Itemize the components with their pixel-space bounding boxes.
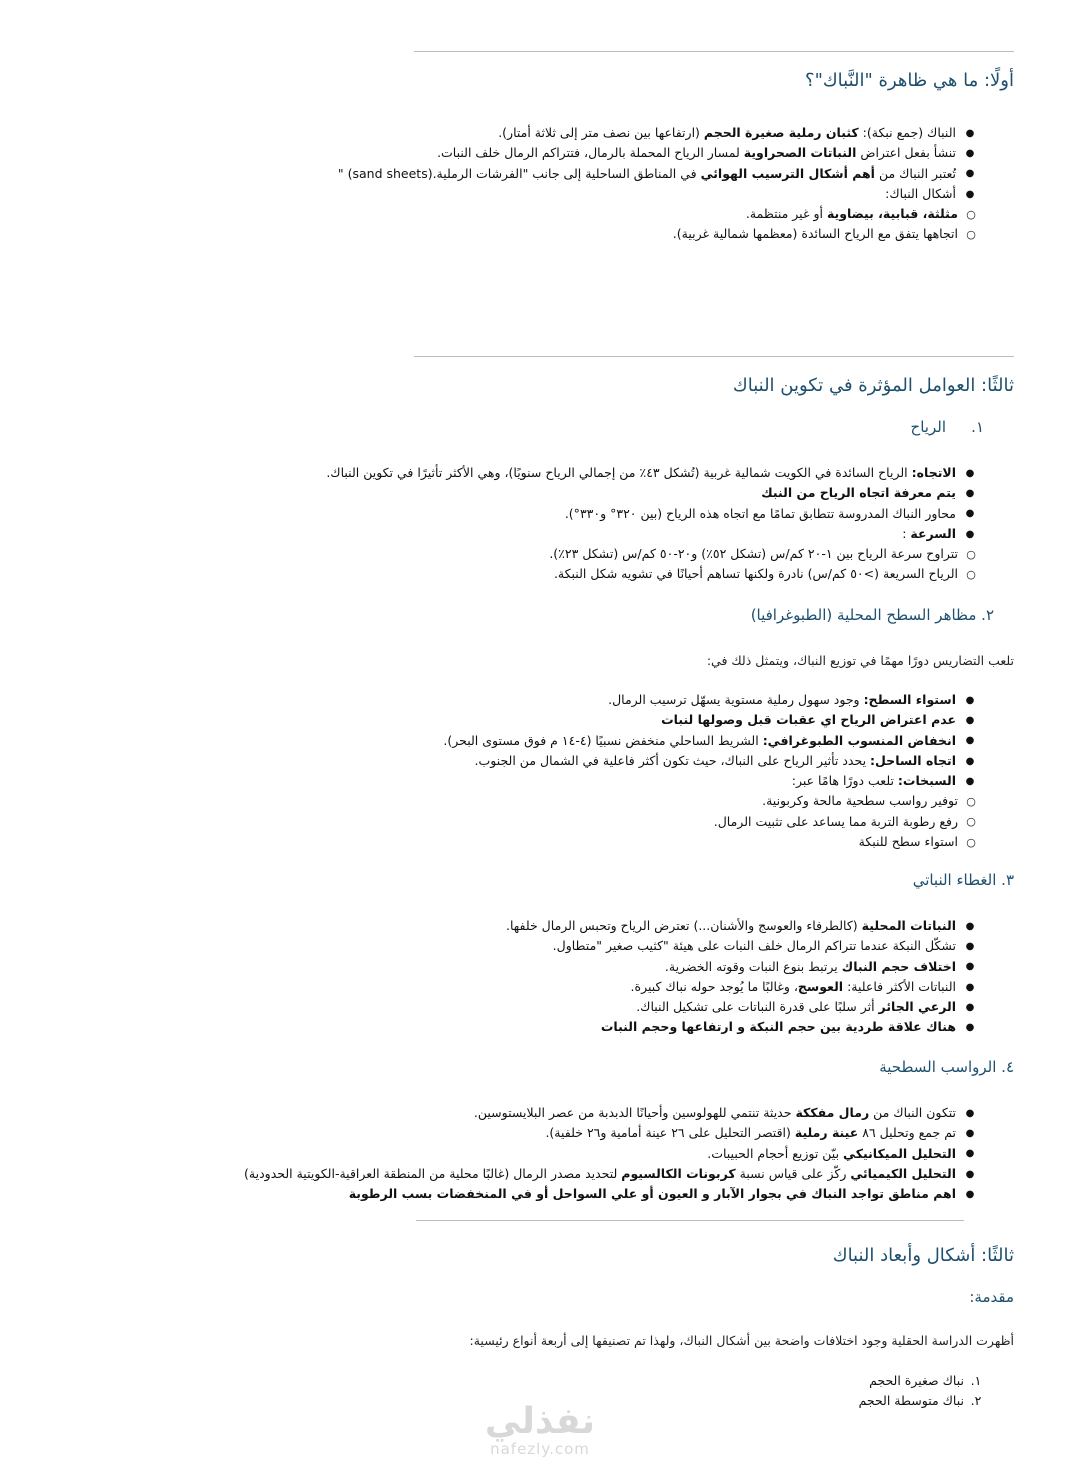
sub-list-item: ○اتجاهها يتفق مع الرياح السائدة (معظمها شمالية غربية). [338, 224, 984, 244]
list-item: ●تم جمع وتحليل ٨٦ عينة رملية (اقتصر التحليل على ٢٦ عينة أمامية و٢٦ خلفية). [244, 1123, 984, 1143]
list-item: ٢.نباك متوسطة الحجم [858, 1392, 982, 1408]
list-item: ●النباتات الأكثر فاعلية: العوسج، وغالبًا ما يُوجد حوله نباك كبيرة. [506, 977, 984, 997]
list-item: ●التحليل الميكانيكي بيّن توزيع أحجام الحبيبات. [244, 1144, 984, 1164]
circle-bullet-icon: ○ [966, 207, 976, 221]
list-item: ●اهم مناطق تواجد النباك في بجوار الآبار و العيون أو علي السواحل أو في المنخفضات بسب الرطوبة [244, 1184, 984, 1204]
section-title-shapes: ثالثًا: أشكال وأبعاد النباك [832, 1245, 1014, 1266]
bullet-icon: ● [965, 715, 975, 726]
circle-bullet-icon: ○ [966, 228, 976, 241]
bullet-icon: ● [965, 528, 975, 540]
bullet-icon: ● [965, 735, 975, 747]
sub-list-item: ○الرياح السريعة (>٥٠ كم/س) نادرة ولكنها تساهم أحيانًا في تشويه شكل النبكة. [326, 564, 984, 584]
bullet-icon: ● [965, 1148, 975, 1160]
circle-bullet-icon: ○ [966, 815, 976, 829]
list-item: ●اتجاه الساحل: يحدد تأثير الرياح على النباك، حيث تكون أكثر فاعلية في الشمال من الجنوب. [443, 751, 984, 771]
bullet-icon: ● [965, 1128, 975, 1139]
list-item: ●عدم اعتراض الرياح اي عقبات قبل وصولها لنبات [443, 710, 984, 730]
section-divider [414, 51, 1014, 52]
subsection-title-topography: ٢. مظاهر السطح المحلية (الطبوغرافيا) [750, 606, 994, 624]
bullet-icon: ● [965, 920, 975, 932]
list-item: ●التحليل الكيميائي ركّز على قياس نسبة كربونات الكالسيوم لتحديد مصدر الرمال (غالبًا محلية من المنطقة العراقية-الكويتية الحدودية) [244, 1164, 984, 1184]
watermark-logo: نفذلي nafezly.com [484, 1401, 596, 1458]
section-divider [414, 356, 1014, 357]
subsection-title-vegetation: ٣. الغطاء النباتي [912, 871, 1014, 889]
list-item: ●تشكّل النبكة عندما تتراكم الرمال خلف النبات على هيئة "كثيب صغير "متطاول. [506, 936, 984, 956]
list-item: ●السرعة : [326, 524, 984, 544]
bullet-icon: ● [965, 148, 975, 159]
bullet-icon: ● [965, 1188, 975, 1200]
list-item: ●الاتجاه: الرياح السائدة في الكويت شمالية غربية (تُشكل ٤٣٪ من إجمالي الرياح سنويًا)، وهي الأكثر تأثيرًا في تكوين النباك. [326, 463, 984, 483]
bullet-icon: ● [965, 488, 975, 499]
winds-list [326, 463, 984, 585]
intro-paragraph: أظهرت الدراسة الحقلية وجود اختلافات واضحة بين أشكال النباك، ولهذا تم تصنيفها إلى أربعة أنواع رئيسية: [469, 1333, 1014, 1348]
list-item: ●استواء السطح: وجود سهول رملية مستوية يسهّل ترسيب الرمال. [443, 690, 984, 710]
subsection-title-sediments: ٤. الرواسب السطحية [879, 1058, 1014, 1076]
bullet-icon: ● [965, 981, 975, 993]
sub-list-item: ○مثلثة، قبابية، بيضاوية أو غير منتظمة. [338, 204, 984, 224]
topography-intro: تلعب التضاريس دورًا مهمًا في توزيع النباك، ويتمثل ذلك في: [706, 653, 1014, 668]
bullet-icon: ● [965, 941, 975, 952]
nabkha-definition-list [338, 123, 984, 245]
bullet-icon: ● [965, 775, 975, 787]
bullet-icon: ● [965, 127, 975, 139]
list-item: ●تتكون النباك من رمال مفككة حديثة تنتمي للهولوسين وأحيانًا الدبدبة من عصر البلايستوسين. [244, 1103, 984, 1123]
bullet-icon: ● [965, 1022, 975, 1033]
circle-bullet-icon: ○ [966, 547, 976, 561]
intro-heading: مقدمة: [969, 1288, 1014, 1306]
sub-list-item: ○توفير رواسب سطحية مالحة وكربونية. [443, 791, 984, 811]
list-item: ●يتم معرفة اتجاه الرياح من النبك [326, 483, 984, 503]
section-title-what-is-nabkha: أولًا: ما هي ظاهرة "النَّباك"؟ [805, 70, 1014, 91]
bullet-icon: ● [965, 508, 975, 520]
list-item: ●محاور النباك المدروسة تتطابق تمامًا مع اتجاه هذه الرياح (بين ٣٢٠° و٣٣٠°). [326, 504, 984, 524]
circle-bullet-icon: ○ [966, 835, 976, 849]
bullet-icon: ● [965, 694, 975, 706]
topography-list [443, 690, 984, 852]
list-item: ●تُعتبر النباك من أهم أشكال الترسيب الهوائي في المناطق الساحلية إلى جانب "الفرشات الرملية.(sand sheets) " [338, 164, 984, 184]
list-item: ١.نباك صغيرة الحجم [869, 1373, 982, 1388]
sediments-list [244, 1103, 984, 1204]
subsection-title-winds: ١.الرياح [910, 418, 984, 436]
list-item: ●أشكال النباك: [338, 184, 984, 204]
circle-bullet-icon: ○ [966, 568, 976, 581]
bullet-icon: ● [965, 1168, 975, 1180]
bullet-icon: ● [965, 1107, 975, 1119]
circle-bullet-icon: ○ [966, 795, 976, 808]
list-item: ●اختلاف حجم النباك يرتبط بنوع النبات وقوته الخضرية. [506, 957, 984, 977]
list-item: ●النباك (جمع نبكة): كثبان رملية صغيرة الحجم (ارتفاعها بين نصف متر إلى ثلاثة أمتار). [338, 123, 984, 143]
list-item: ●تنشأ بفعل اعتراض النباتات الصحراوية لمسار الرياح المحملة بالرمال، فتتراكم الرمال خلف النبات. [338, 143, 984, 163]
nabkha-types-list [859, 1371, 988, 1410]
list-item: ●هناك علاقة طردية بين حجم النبكة و ارتفاعها وحجم النبات [506, 1017, 984, 1037]
list-item: ●النباتات المحلية (كالطرفاء والعوسج والأشنان...) تعترض الرياح وتحبس الرمال خلفها. [506, 916, 984, 936]
sub-list-item: ○تتراوح سرعة الرياح بين ١-٢٠ كم/س (تشكل ٥٢٪) و٢٠-٥٠ كم/س (تشكل ٢٣٪). [326, 544, 984, 564]
sub-list-item: ○استواء سطح للنبكة [443, 832, 984, 852]
section-title-factors: ثالثًا: العوامل المؤثرة في تكوين النباك [732, 375, 1014, 396]
list-item: ●الرعي الجائر أثر سلبًا على قدرة النباتات على تشكيل النباك. [506, 997, 984, 1017]
section-divider [416, 1220, 964, 1221]
bullet-icon: ● [965, 188, 975, 200]
bullet-icon: ● [965, 755, 975, 767]
bullet-icon: ● [965, 467, 975, 479]
vegetation-list [506, 916, 984, 1038]
bullet-icon: ● [965, 961, 975, 973]
sub-list-item: ○رفع رطوبة التربة مما يساعد على تثبيت الرمال. [443, 812, 984, 832]
bullet-icon: ● [965, 1001, 975, 1013]
bullet-icon: ● [965, 168, 975, 180]
list-item: ●انخفاض المنسوب الطبوغرافي: الشريط الساحلي منخفض نسبيًا (٤-١٤ م فوق مستوى البحر). [443, 731, 984, 751]
list-item: ●السبخات: تلعب دورًا هامًا عبر: [443, 771, 984, 791]
